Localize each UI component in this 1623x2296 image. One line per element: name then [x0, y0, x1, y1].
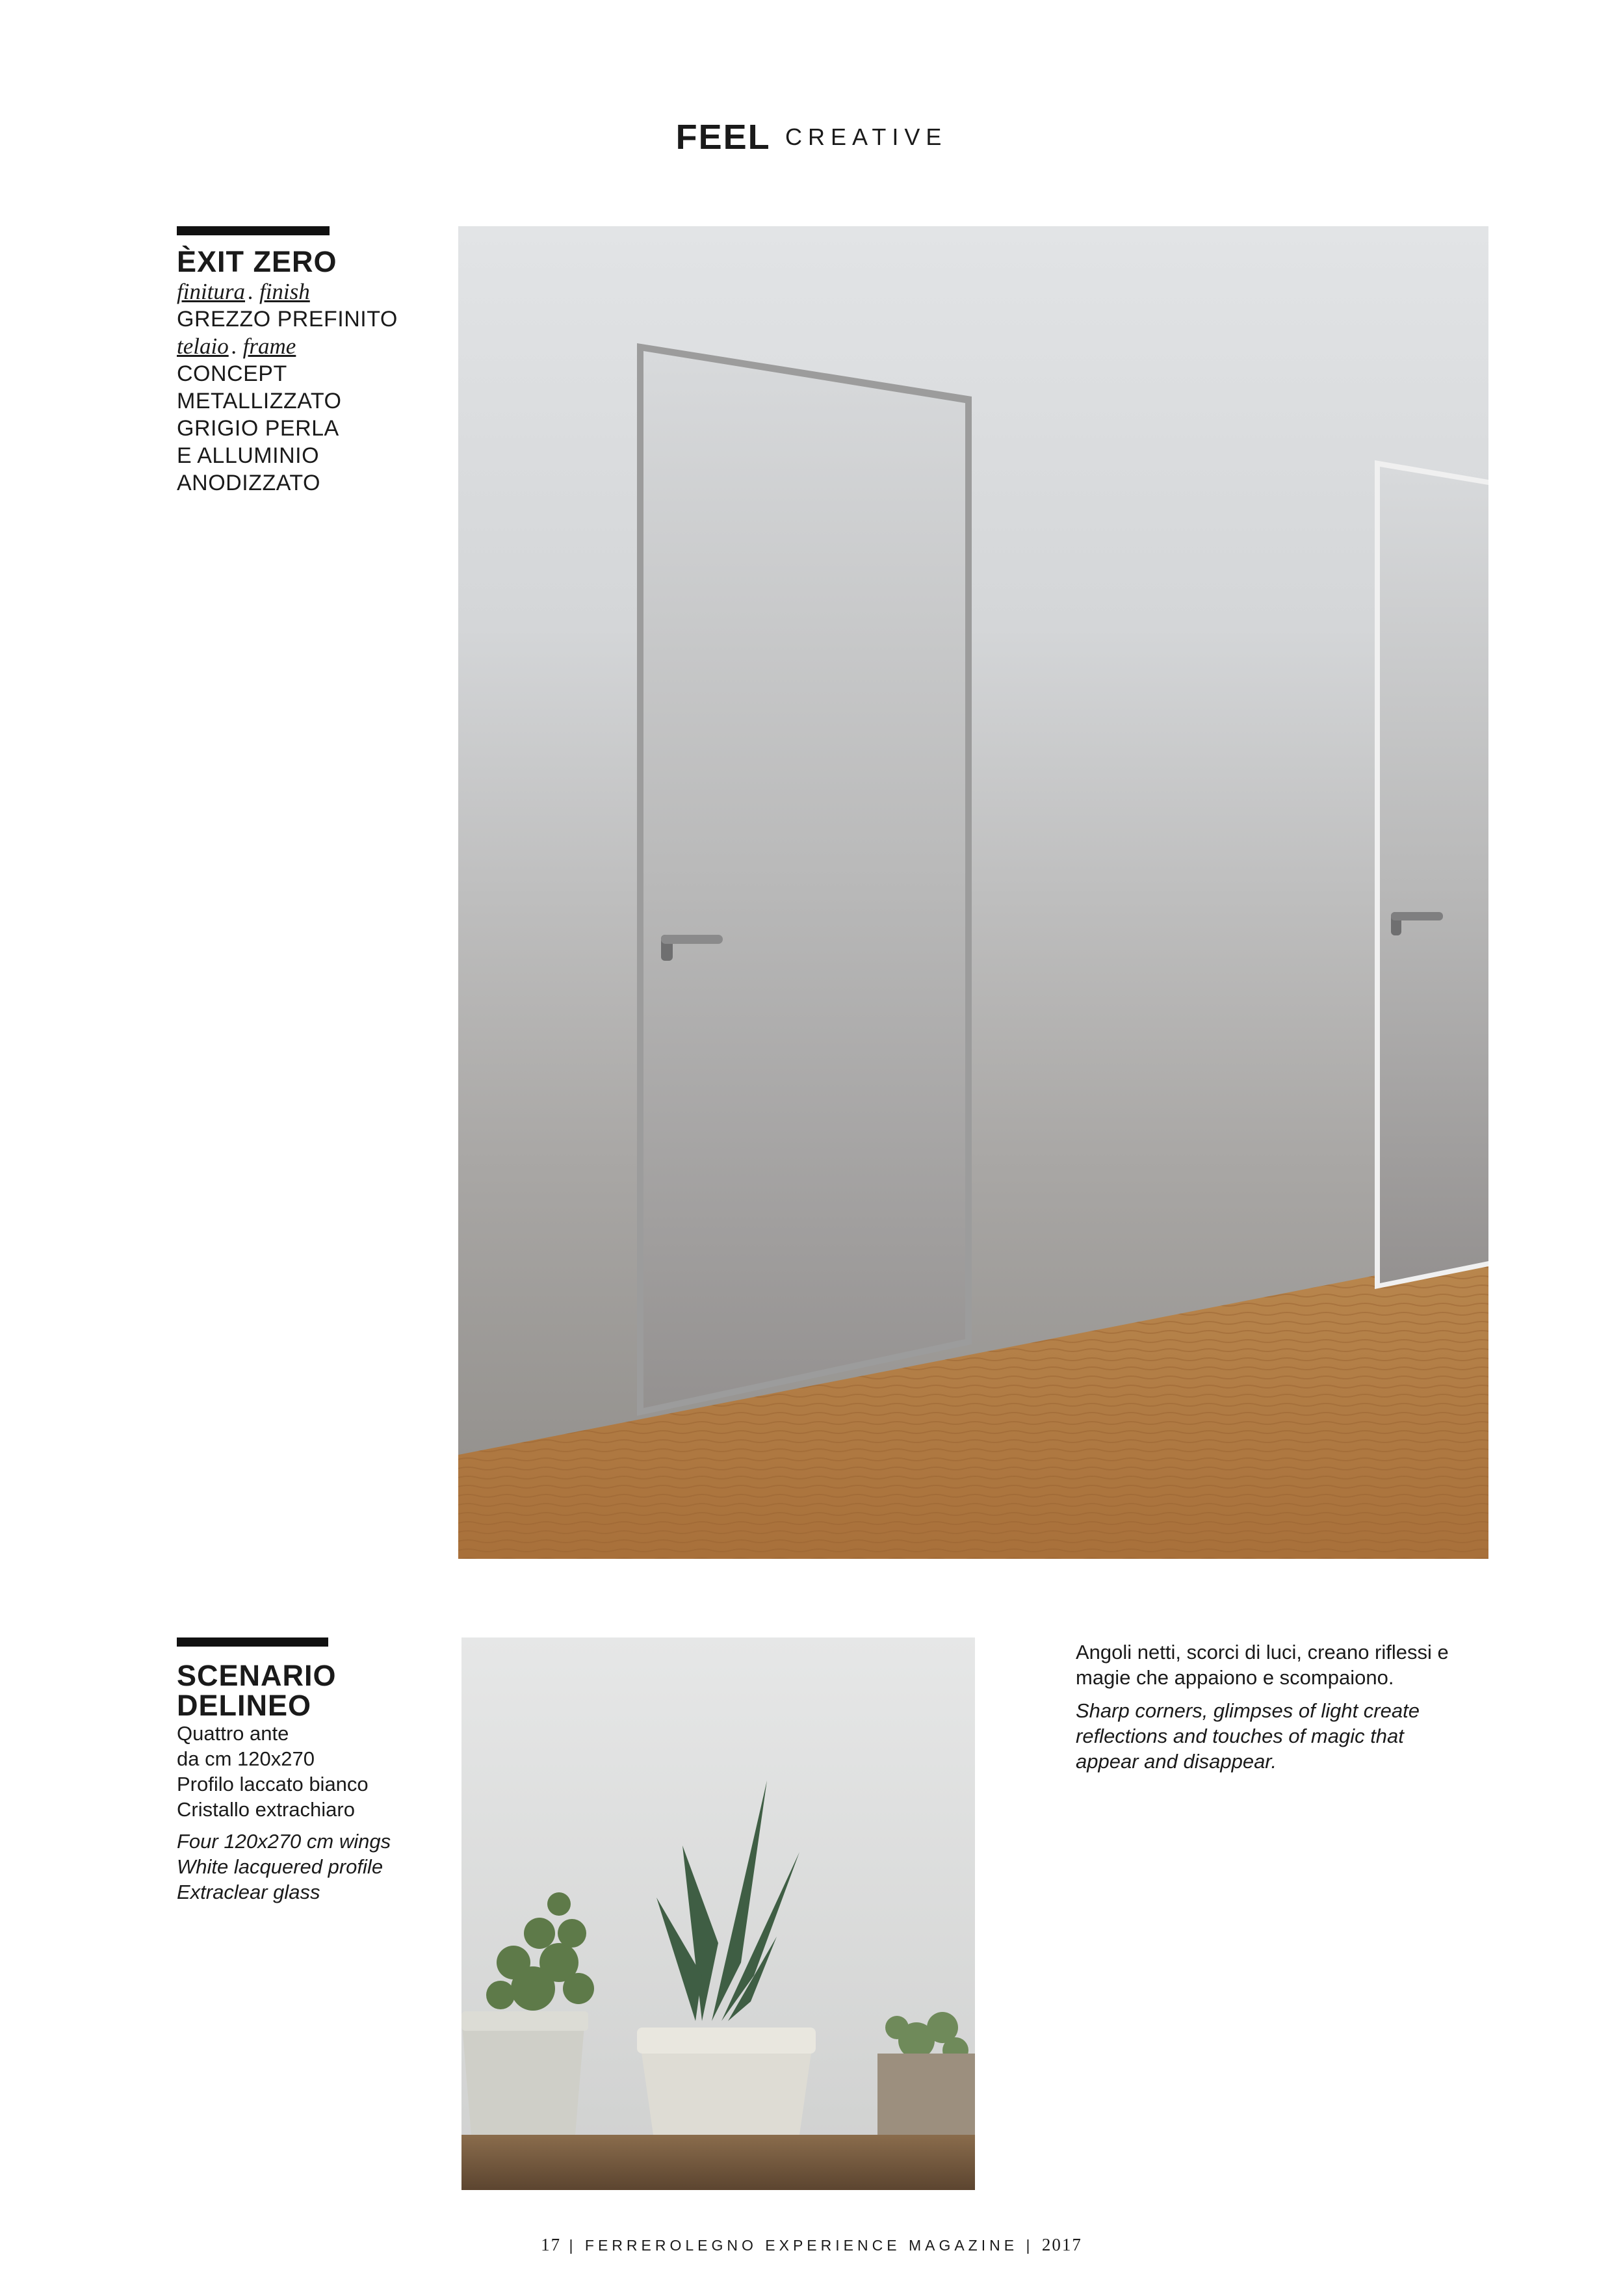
frame-value-line: METALLIZZATO [177, 389, 342, 413]
door-photo [458, 226, 1488, 1559]
frame-label-it: telaio [177, 333, 229, 359]
frame-value-line: E ALLUMINIO [177, 443, 320, 468]
product-title-line2: DELINEO [177, 1689, 312, 1722]
finish-label-it: finitura [177, 279, 246, 304]
spec-it-line: Profilo laccato bianco [177, 1773, 369, 1795]
brand-logo: FEEL [675, 118, 771, 157]
spec-it-line: da cm 120x270 [177, 1747, 315, 1770]
page-header [0, 117, 1623, 157]
spec-it-line: Quattro ante [177, 1722, 289, 1745]
frame-label-en: frame [242, 333, 296, 359]
finish-value: GREZZO PREFINITO [177, 307, 398, 332]
page-number: 17 [541, 2235, 562, 2254]
page-footer [0, 2235, 1623, 2255]
magazine-year: 2017 [1041, 2235, 1082, 2254]
spec-en-line: Extraclear glass [177, 1881, 320, 1903]
caption-it-line: Angoli netti, scorci di luci, creano riflessi e [1076, 1641, 1449, 1663]
caption-en-line: appear and disappear. [1076, 1750, 1277, 1773]
brand-tagline: CREATIVE [785, 124, 948, 150]
caption-it-line: magie che appaiono e scompaiono. [1076, 1666, 1394, 1689]
magazine-name: FERREROLEGNO EXPERIENCE MAGAZINE [584, 2237, 1019, 2254]
section-rule [177, 226, 330, 235]
frame-value-line: GRIGIO PERLA [177, 416, 339, 441]
spec-en-line: White lacquered profile [177, 1855, 383, 1878]
frame-value-line: CONCEPT [177, 361, 287, 386]
caption-en-line: Sharp corners, glimpses of light create [1076, 1699, 1420, 1722]
footer-separator: | [569, 2237, 577, 2254]
product-title: ÈXIT ZERO [177, 245, 337, 278]
product-block-scenario-delineo [177, 1661, 450, 1905]
product-title-line1: SCENARIO [177, 1659, 337, 1692]
product-block-exit-zero: ÈXIT ZERO finitura . finish GREZZO PREFINITO telaio . frame CONCEPT METALLIZZATO GRIGIO PERLA E ALLUMINIO ANODIZZATO [177, 247, 437, 497]
caption-en-line: reflections and touches of magic that [1076, 1725, 1404, 1747]
spec-it-line: Cristallo extrachiaro [177, 1798, 355, 1821]
footer-separator: | [1026, 2237, 1034, 2254]
photo-caption [1076, 1639, 1492, 1774]
section-rule [177, 1637, 328, 1647]
finish-label-en: finish [259, 279, 310, 304]
plants-photo [461, 1637, 975, 2190]
frame-value-line: ANODIZZATO [177, 471, 320, 495]
spec-en-line: Four 120x270 cm wings [177, 1830, 391, 1853]
